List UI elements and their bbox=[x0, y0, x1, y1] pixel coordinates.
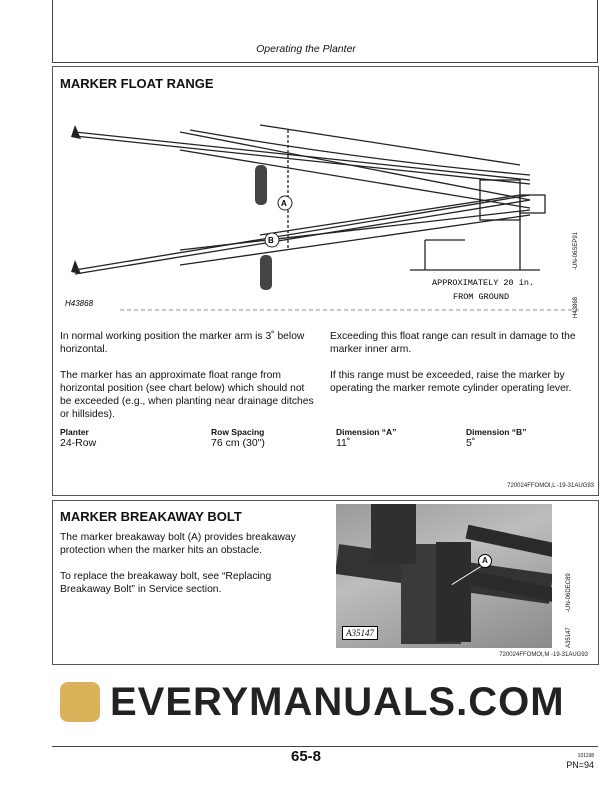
paragraph: If this range must be exceeded, raise the marker by operating the marker remote cylinder operating lever. bbox=[330, 370, 572, 394]
paragraph: Exceeding this float range can result in damage to the marker inner arm. bbox=[330, 331, 576, 355]
watermark: EVERYMANUALS.COM bbox=[110, 680, 565, 724]
table-cell: 76 cm (30") bbox=[211, 437, 265, 449]
page-number: 65-8 bbox=[290, 748, 322, 765]
breakaway-bolt-photo bbox=[336, 504, 552, 648]
photo-side-code: -UN-06DEC89 bbox=[566, 573, 572, 612]
header-rule bbox=[52, 62, 598, 63]
reference-code: 720024FFOMOI,L -19-31AUG93 bbox=[507, 483, 594, 489]
footer-rule bbox=[52, 746, 598, 747]
watermark-logo bbox=[60, 682, 100, 722]
part-number: PN=94 bbox=[566, 760, 594, 770]
table-header: Dimension “B” bbox=[466, 427, 527, 437]
footer-code: 101198 bbox=[577, 753, 594, 759]
table-header: Dimension “A” bbox=[336, 427, 397, 437]
paragraph: The marker breakaway bolt (A) provides breakaway protection when the marker hits an obstacle. bbox=[60, 532, 296, 556]
reference-code: 720024FFOMOI,M -19-31AUG93 bbox=[499, 652, 588, 658]
callout-a: A bbox=[281, 199, 287, 208]
photo-label: A35147 bbox=[342, 626, 378, 640]
table-header: Planter bbox=[60, 427, 89, 437]
table-header: Row Spacing bbox=[211, 427, 265, 437]
section-heading: MARKER BREAKAWAY BOLT bbox=[60, 509, 242, 524]
table-cell: 24-Row bbox=[60, 437, 97, 449]
marker-float-diagram bbox=[60, 110, 600, 325]
height-annotation: FROM GROUND bbox=[453, 292, 510, 302]
paragraph: To replace the breakaway bolt, see “Replacing Breakaway Bolt” in Service section. bbox=[60, 571, 272, 595]
height-annotation: APPROXIMATELY 20 in. bbox=[432, 278, 535, 288]
paragraph: In normal working position the marker arm is 3˚ below horizontal. bbox=[60, 331, 305, 355]
callout-b: B bbox=[268, 236, 274, 245]
paragraph: The marker has an approximate float range from horizontal position (see chart below) which should not be exceeded (e.g., when planting near drainage ditches or hillsides). bbox=[60, 370, 314, 420]
table-cell: 5˚ bbox=[466, 437, 476, 449]
figure-side-code: -UN-06SEP91 bbox=[573, 231, 579, 270]
photo-side-id: A35147 bbox=[566, 627, 572, 648]
figure-side-id: H43868 bbox=[573, 296, 579, 318]
figure-label: H43868 bbox=[65, 299, 94, 308]
section-heading: MARKER FLOAT RANGE bbox=[60, 76, 214, 91]
table-cell: 11˚ bbox=[336, 437, 351, 449]
callout-a: A bbox=[478, 554, 492, 568]
section-title: Operating the Planter bbox=[256, 43, 356, 55]
